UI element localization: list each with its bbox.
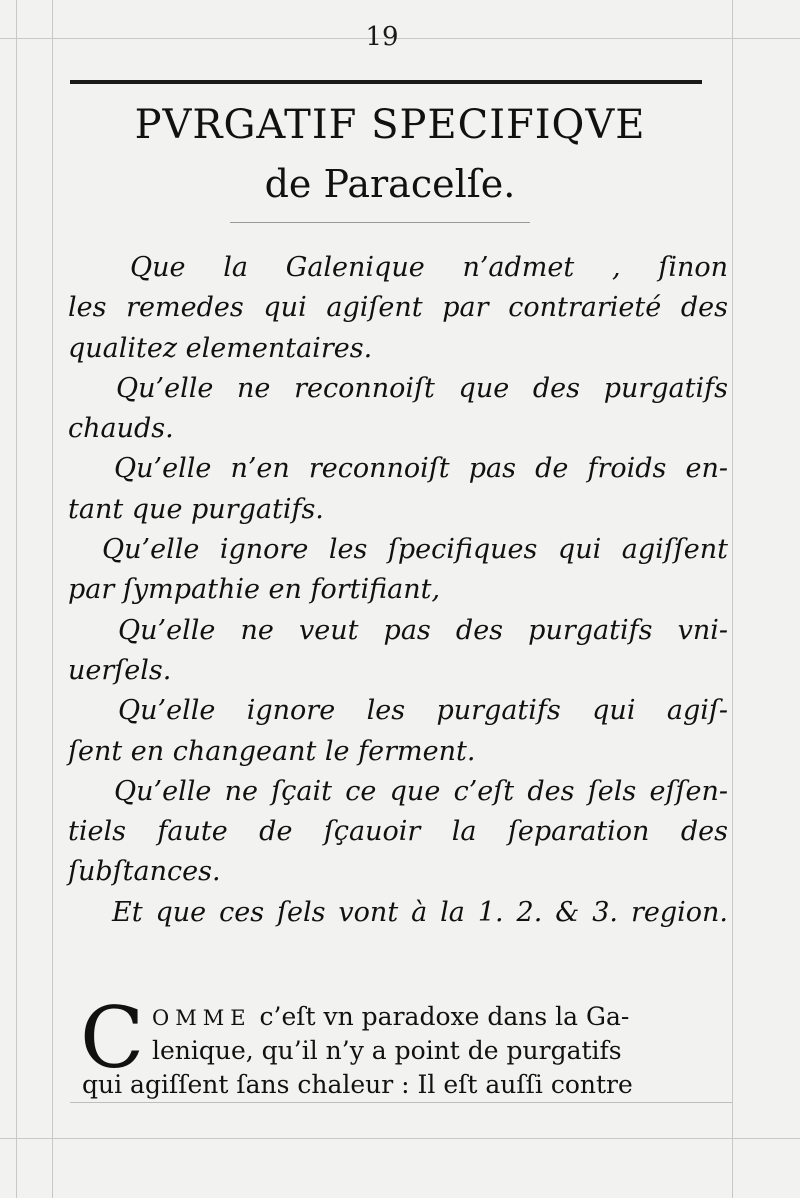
title-rule — [230, 222, 530, 223]
proposition-4-line-2: par ſympathie en fortifiant, — [68, 574, 441, 606]
drop-capital: C — [80, 989, 145, 1087]
proposition-5-line-2: uerſels. — [68, 654, 172, 686]
proposition-8-line-1: Et que ces ſels vont à la 1. 2. & 3. region. — [112, 896, 728, 928]
proposition-1-line-3: qualitez elementaires. — [68, 332, 373, 364]
proposition-7-line-2: tiels faute de ſçauoir la ſeparation des — [68, 816, 728, 848]
page-edge-left — [16, 0, 17, 1198]
body-line-3: qui agiſſent ſans chaleur : Il eſt auſſi contre — [82, 1070, 633, 1099]
proposition-3-line-2: tant que purgatifs. — [68, 493, 324, 525]
proposition-6-line-1: Qu’elle ignore les purgatifs qui agiſ- — [118, 695, 728, 727]
propositions-list — [68, 248, 728, 933]
proposition-7-line-3: ſubſtances. — [68, 856, 221, 888]
proposition-2-line-1: Qu’elle ne reconnoiſt que des purgatifs — [116, 372, 728, 404]
header-rule — [70, 80, 702, 84]
proposition-2-line-2: chauds. — [68, 413, 174, 445]
chapter-subtitle: de Paracelſe. — [264, 162, 516, 206]
proposition-5-line-1: Qu’elle ne veut pas des purgatifs vni- — [118, 614, 728, 646]
page-frame-bottom — [0, 1138, 800, 1139]
page-frame-right — [732, 0, 733, 1198]
proposition-4-line-1: Qu’elle ignore les ſpecifiques qui agiſſent — [102, 534, 728, 566]
page-number: 19 — [365, 22, 399, 52]
bottom-rule — [70, 1102, 732, 1103]
body-line-1 — [152, 1002, 629, 1031]
body-line-2: lenique, qu’il n’y a point de purgatifs — [152, 1036, 622, 1065]
proposition-1-line-2: les remedes qui agiſent par contrarieté des — [68, 292, 728, 324]
proposition-6-line-2: ſent en changeant le ferment. — [68, 735, 476, 767]
proposition-3-line-1: Qu’elle n’en reconnoiſt pas de froids en- — [114, 453, 728, 485]
page-frame-left — [52, 0, 53, 1198]
chapter-title: PVRGATIF SPECIFIQVE — [134, 102, 646, 148]
body-smallcaps: OMME — [152, 1006, 252, 1030]
body-line-1-text: c’eſt vn paradoxe dans la Ga- — [259, 1002, 630, 1031]
proposition-1-line-1: Que la Galenique n’admet , ſinon — [130, 252, 728, 283]
proposition-7-line-1: Qu’elle ne ſçait ce que c’eſt des ſels eſſen- — [114, 775, 728, 807]
